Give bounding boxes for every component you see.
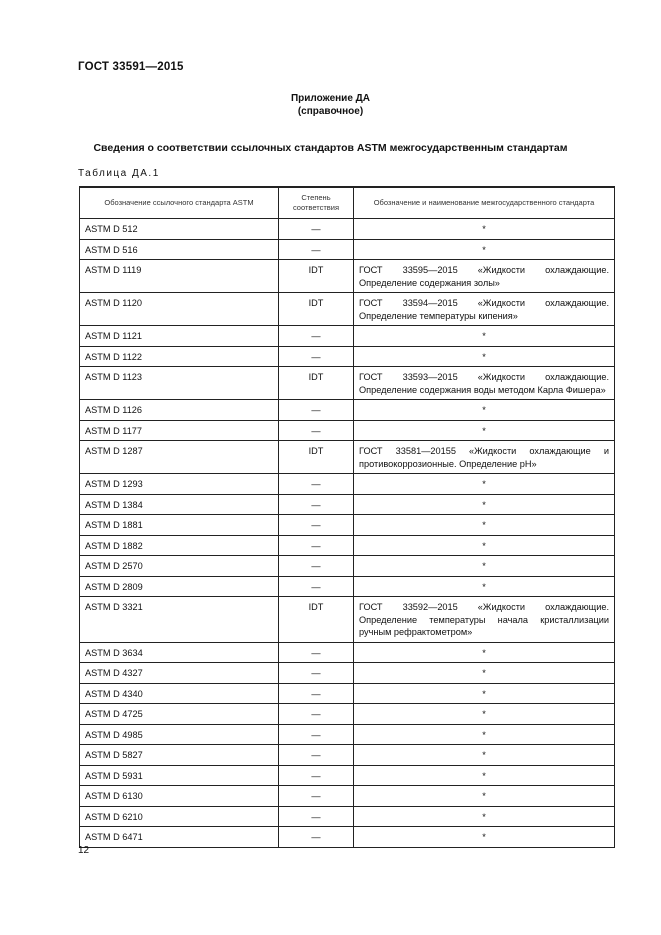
table-row (80, 400, 615, 421)
cell-gost-standard: ГОСТ 33592—2015 «Жидкости охлаждающие. Определение температуры начала кристаллизации ручным рефрактометром» (354, 597, 615, 643)
cell-astm-designation: ASTM D 1177 (80, 420, 279, 441)
cell-astm-designation: ASTM D 5827 (80, 745, 279, 766)
cell-gost-standard: * (354, 827, 615, 848)
cell-gost-standard: * (354, 239, 615, 260)
table-row (80, 806, 615, 827)
cell-gost-standard: * (354, 704, 615, 725)
cell-gost-standard: ГОСТ 33593—2015 «Жидкости охлаждающие. Определение содержания воды методом Карла Фишера» (354, 367, 615, 400)
table-row (80, 765, 615, 786)
cell-astm-designation: ASTM D 516 (80, 239, 279, 260)
cell-gost-standard: * (354, 642, 615, 663)
cell-conformity-degree: — (279, 420, 354, 441)
appendix-subtitle: (справочное) (297, 106, 364, 117)
cell-gost-standard: * (354, 400, 615, 421)
cell-gost-standard: * (354, 724, 615, 745)
cell-astm-designation: ASTM D 1120 (80, 293, 279, 326)
cell-gost-standard: ГОСТ 33581—20155 «Жидкости охлаждающие и противокоррозионные. Определение pH» (354, 441, 615, 474)
table-row (80, 642, 615, 663)
table-row (80, 441, 615, 474)
cell-conformity-degree: — (279, 745, 354, 766)
cell-conformity-degree: — (279, 786, 354, 807)
cell-conformity-degree: — (279, 326, 354, 347)
cell-astm-designation: ASTM D 1122 (80, 346, 279, 367)
table-row (80, 597, 615, 643)
cell-astm-designation: ASTM D 6210 (80, 806, 279, 827)
cell-gost-standard: * (354, 806, 615, 827)
table-row (80, 420, 615, 441)
cell-astm-designation: ASTM D 4725 (80, 704, 279, 725)
table-row (80, 346, 615, 367)
cell-conformity-degree: — (279, 346, 354, 367)
cell-conformity-degree: — (279, 219, 354, 240)
cell-astm-designation: ASTM D 1126 (80, 400, 279, 421)
cell-conformity-degree: — (279, 765, 354, 786)
cell-astm-designation: ASTM D 1121 (80, 326, 279, 347)
table-row (80, 535, 615, 556)
column-header-gost: Обозначение и наименование межгосударственного стандарта (354, 187, 615, 219)
table-row (80, 704, 615, 725)
cell-gost-standard: * (354, 786, 615, 807)
cell-gost-standard: ГОСТ 33594—2015 «Жидкости охлаждающие. Определение температуры кипения» (354, 293, 615, 326)
cell-astm-designation: ASTM D 1384 (80, 494, 279, 515)
table-row (80, 326, 615, 347)
column-header-astm: Обозначение ссылочного стандарта ASTM (80, 187, 279, 219)
cell-conformity-degree: — (279, 683, 354, 704)
cell-conformity-degree: — (279, 642, 354, 663)
cell-conformity-degree: — (279, 827, 354, 848)
cell-conformity-degree: — (279, 556, 354, 577)
cell-conformity-degree: — (279, 494, 354, 515)
cell-astm-designation: ASTM D 1119 (80, 260, 279, 293)
cell-astm-designation: ASTM D 3634 (80, 642, 279, 663)
cell-astm-designation: ASTM D 2809 (80, 576, 279, 597)
cell-gost-standard: * (354, 494, 615, 515)
cell-gost-standard: * (354, 663, 615, 684)
cell-gost-standard: * (354, 683, 615, 704)
cell-gost-standard: * (354, 576, 615, 597)
cell-conformity-degree: IDT (279, 441, 354, 474)
table-row (80, 239, 615, 260)
cell-gost-standard: * (354, 420, 615, 441)
cell-gost-standard: * (354, 556, 615, 577)
cell-conformity-degree: — (279, 515, 354, 536)
cell-conformity-degree: IDT (279, 293, 354, 326)
cell-gost-standard: * (354, 515, 615, 536)
cell-gost-standard: ГОСТ 33595—2015 «Жидкости охлаждающие. Определение содержания золы» (354, 260, 615, 293)
cell-astm-designation: ASTM D 1881 (80, 515, 279, 536)
cell-gost-standard: * (354, 765, 615, 786)
table-row (80, 260, 615, 293)
cell-conformity-degree: — (279, 806, 354, 827)
page-number: 12 (78, 845, 90, 856)
cell-conformity-degree: — (279, 400, 354, 421)
cell-conformity-degree: — (279, 704, 354, 725)
table-row (80, 556, 615, 577)
cell-astm-designation: ASTM D 3321 (80, 597, 279, 643)
cell-conformity-degree: — (279, 239, 354, 260)
table-caption: Таблица ДА.1 (78, 168, 160, 179)
cell-conformity-degree: — (279, 576, 354, 597)
document-code-header: ГОСТ 33591—2015 (78, 61, 184, 73)
table-row (80, 827, 615, 848)
cell-astm-designation: ASTM D 6130 (80, 786, 279, 807)
cell-astm-designation: ASTM D 4985 (80, 724, 279, 745)
cell-conformity-degree: — (279, 724, 354, 745)
table-row (80, 683, 615, 704)
table-row (80, 494, 615, 515)
table-row (80, 515, 615, 536)
cell-conformity-degree: — (279, 663, 354, 684)
table-row (80, 219, 615, 240)
appendix-title: Приложение ДА (290, 93, 371, 104)
cell-astm-designation: ASTM D 1287 (80, 441, 279, 474)
appendix-heading (0, 92, 661, 118)
cell-astm-designation: ASTM D 4340 (80, 683, 279, 704)
table-row (80, 745, 615, 766)
page-title: Сведения о соответствии ссылочных стандартов ASTM межгосударственным стандартам (93, 142, 568, 154)
cell-gost-standard: * (354, 219, 615, 240)
cell-astm-designation: ASTM D 512 (80, 219, 279, 240)
table-row (80, 786, 615, 807)
cell-astm-designation: ASTM D 6471 (80, 827, 279, 848)
cell-astm-designation: ASTM D 4327 (80, 663, 279, 684)
cell-astm-designation: ASTM D 1882 (80, 535, 279, 556)
table-row (80, 724, 615, 745)
table-header-row (80, 187, 615, 219)
cell-gost-standard: * (354, 745, 615, 766)
table-row (80, 576, 615, 597)
cell-gost-standard: * (354, 474, 615, 495)
cell-conformity-degree: — (279, 474, 354, 495)
cell-astm-designation: ASTM D 2570 (80, 556, 279, 577)
table-row (80, 474, 615, 495)
cell-gost-standard: * (354, 346, 615, 367)
cell-conformity-degree: — (279, 535, 354, 556)
cell-conformity-degree: IDT (279, 597, 354, 643)
cell-astm-designation: ASTM D 5931 (80, 765, 279, 786)
cell-gost-standard: * (354, 326, 615, 347)
cell-astm-designation: ASTM D 1293 (80, 474, 279, 495)
table-row (80, 663, 615, 684)
cell-conformity-degree: IDT (279, 367, 354, 400)
cell-conformity-degree: IDT (279, 260, 354, 293)
table-row (80, 293, 615, 326)
table-row (80, 367, 615, 400)
cell-astm-designation: ASTM D 1123 (80, 367, 279, 400)
table-body (80, 219, 615, 848)
column-header-degree: Степень соответствия (279, 187, 354, 219)
cell-gost-standard: * (354, 535, 615, 556)
correspondence-table (79, 186, 615, 848)
